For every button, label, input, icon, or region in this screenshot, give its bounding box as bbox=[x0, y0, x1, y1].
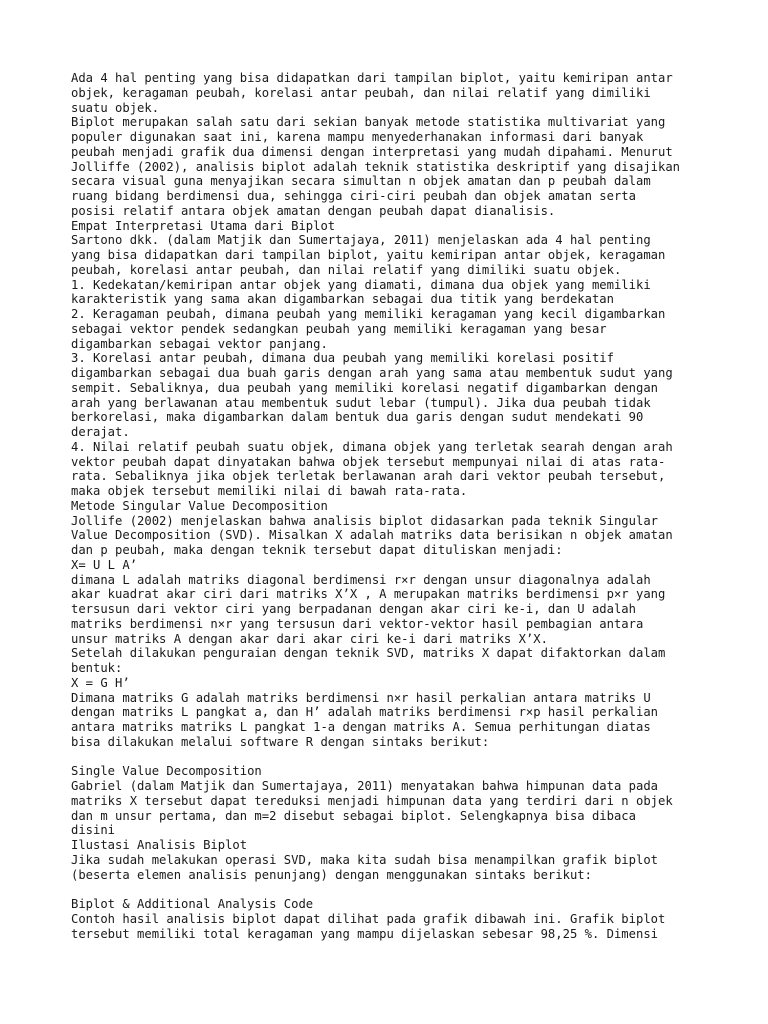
text-line: dimana L adalah matriks diagonal berdimensi r×r dengan unsur diagonalnya adalah bbox=[71, 572, 651, 587]
text-line: X= U L A’ bbox=[71, 557, 138, 572]
blank-line bbox=[71, 882, 751, 897]
text-line: populer digunakan saat ini, karena mampu menyederhanakan informasi dari banyak bbox=[71, 130, 644, 144]
text-line: sebagai vektor pendek sedangkan peubah yang memiliki keragaman yang besar bbox=[71, 321, 607, 336]
text-line: Biplot & Additional Analysis Code bbox=[71, 897, 314, 911]
text-line: Setelah dilakukan penguraian dengan teknik SVD, matriks X dapat difaktorkan dalam bbox=[71, 646, 666, 661]
text-line: suatu objek. bbox=[71, 100, 160, 115]
text-line: berkorelasi, maka digambarkan dalam bentuk dua garis dengan sudut mendekati 90 bbox=[71, 410, 644, 425]
text-line: antara matriks matriks L pangkat 1-a dengan matriks A. Semua perhitungan diatas bbox=[71, 720, 651, 734]
text-line: Jolliffe (2002), analisis biplot adalah teknik statistika deskriptif yang disajikan bbox=[71, 159, 681, 174]
text-line: Single Value Decomposition bbox=[71, 764, 262, 779]
text-line: X = G H’ bbox=[71, 675, 130, 690]
text-line: tersebut memiliki total keragaman yang mampu dijelaskan sebesar 98,25 %. Dimensi bbox=[71, 926, 658, 941]
text-line: digambarkan sebagai vektor panjang. bbox=[71, 336, 328, 351]
text-line: Empat Interpretasi Utama dari Biplot bbox=[71, 218, 336, 233]
text-line: Metode Singular Value Decomposition bbox=[71, 498, 328, 513]
text-line: peubah, korelasi antar peubah, dan nilai relatif yang dimiliki suatu objek. bbox=[71, 262, 622, 277]
text-line: Gabriel (dalam Matjik dan Sumertajaya, 2011) menyatakan bahwa himpunan data pada bbox=[71, 779, 658, 793]
text-line: dengan matriks L pangkat a, dan H’ adalah matriks berdimensi r×p hasil perkalian bbox=[71, 705, 658, 720]
text-line: karakteristik yang sama akan digambarkan sebagai dua titik yang berdekatan bbox=[71, 292, 614, 307]
text-line: akar kuadrat akar ciri dari matriks X’X , A merupakan matriks berdimensi p×r yang bbox=[71, 587, 666, 602]
text-line: posisi relatif antara objek amatan dengan peubah dapat dianalisis. bbox=[71, 203, 556, 218]
text-line: secara visual guna menyajikan secara simultan n objek amatan dan p peubah dalam bbox=[71, 174, 651, 189]
text-line: objek, keragaman peubah, korelasi antar peubah, dan nilai relatif yang dimiliki bbox=[71, 85, 651, 100]
text-line: disini bbox=[71, 823, 116, 838]
text-line: 2. Keragaman peubah, dimana peubah yang memiliki keragaman yang kecil digambarkan bbox=[71, 307, 666, 321]
text-line: Dimana matriks G adalah matriks berdimensi n×r hasil perkalian antara matriks U bbox=[71, 690, 651, 705]
text-line: dan p peubah, maka dengan teknik tersebut dapat dituliskan menjadi: bbox=[71, 543, 563, 557]
text-line: maka objek tersebut memiliki nilai di bawah rata-rata. bbox=[71, 484, 468, 498]
text-line: arah yang berlawanan atau membentuk sudut lebar (tumpul). Jika dua peubah tidak bbox=[71, 395, 651, 410]
text-line: tersusun dari vektor ciri yang berpadanan dengan akar ciri ke-i, dan U adalah bbox=[71, 602, 636, 616]
text-line: 4. Nilai relatif peubah suatu objek, dimana objek yang terletak searah dengan arah bbox=[71, 439, 673, 454]
text-line: Sartono dkk. (dalam Matjik dan Sumertajaya, 2011) menjelaskan ada 4 hal penting bbox=[71, 233, 651, 248]
text-line: sempit. Sebaliknya, dua peubah yang memiliki korelasi negatif digambarkan dengan bbox=[71, 380, 658, 395]
text-line: derajat. bbox=[71, 425, 130, 439]
text-line: Jollife (2002) menjelaskan bahwa analisis biplot didasarkan pada teknik Singular bbox=[71, 513, 658, 528]
text-line: yang bisa didapatkan dari tampilan biplot, yaitu kemiripan antar objek, keragaman bbox=[71, 248, 666, 262]
text-line: dan m unsur pertama, dan m=2 disebut sebagai biplot. Selengkapnya bisa dibaca bbox=[71, 808, 636, 823]
text-line: bisa dilakukan melalui software R dengan sintaks berikut: bbox=[71, 734, 490, 749]
text-line: Biplot merupakan salah satu dari sekian banyak metode statistika multivariat yang bbox=[71, 115, 666, 130]
text-line: ruang bidang berdimensi dua, sehingga ciri-ciri peubah dan objek amatan serta bbox=[71, 189, 636, 203]
text-line: rata. Sebaliknya jika objek terletak berlawanan arah dari vektor peubah tersebut, bbox=[71, 469, 666, 484]
text-line: matriks X tersebut dapat tereduksi menjadi himpunan data yang terdiri dari n objek bbox=[71, 793, 673, 808]
text-line: 1. Kedekatan/kemiripan antar objek yang diamati, dimana dua objek yang memiliki bbox=[71, 277, 651, 292]
text-line: (beserta elemen analisis penunjang) dengan menggunakan sintaks berikut: bbox=[71, 867, 592, 882]
text-line: bentuk: bbox=[71, 661, 123, 675]
blank-line bbox=[71, 750, 751, 765]
text-line: Jika sudah melakukan operasi SVD, maka kita sudah bisa menampilkan grafik biplot bbox=[71, 852, 658, 867]
text-line: vektor peubah dapat dinyatakan bahwa objek tersebut mempunyai nilai di atas rata- bbox=[71, 454, 666, 469]
text-line: Ilustasi Analisis Biplot bbox=[71, 838, 248, 852]
text-line: peubah menjadi grafik dua dimensi dengan interpretasi yang mudah dipahami. Menurut bbox=[71, 144, 673, 159]
text-line: Value Decomposition (SVD). Misalkan X adalah matriks data berisikan n objek amatan bbox=[71, 528, 673, 543]
document-body bbox=[71, 71, 751, 941]
text-line: digambarkan sebagai dua buah garis dengan arah yang sama atau membentuk sudut yang bbox=[71, 366, 673, 380]
text-line: Contoh hasil analisis biplot dapat dilihat pada grafik dibawah ini. Grafik biplot bbox=[71, 911, 666, 926]
text-line: matriks berdimensi n×r yang tersusun dari vektor-vektor hasil pembagian antara bbox=[71, 616, 644, 631]
text-line: 3. Korelasi antar peubah, dimana dua peubah yang memiliki korelasi positif bbox=[71, 351, 614, 366]
text-line: unsur matriks A dengan akar dari akar ciri ke-i dari matriks X’X. bbox=[71, 631, 548, 646]
text-line: Ada 4 hal penting yang bisa didapatkan dari tampilan biplot, yaitu kemiripan antar bbox=[71, 71, 673, 85]
